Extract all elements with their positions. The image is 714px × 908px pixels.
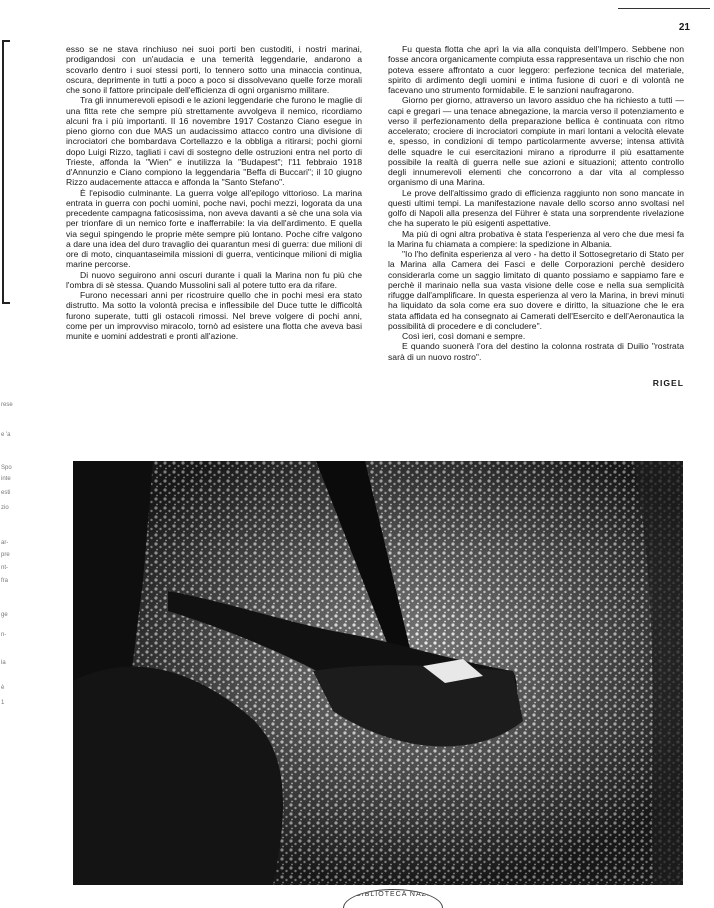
margin-fragment: e 'a [1,432,11,438]
photo-illustration [73,461,683,885]
paragraph: "Io l'ho definita esperienza al vero - ha detto il Sottosegretario di Stato per la Marina alla Camera dei Fasci e delle Corporazioni perchè desidero considerarla come un saggio limitato di quanto possiamo e sappiamo fare e perchè il marinaio nella sua vasta visione delle cose e nella sua semplicità rifugge dall'amplificare. In questa esperienza al vero la Marina, in brevi minuti ha liquidato da sola come era suo dovere e diritto, la situazione che le era stata affidata ed ha consegnato ai Camerati dell'Esercito e dell'Aeronautica la possibilità di procedere e di concludere". [388,249,684,331]
paragraph: Giorno per giorno, attraverso un lavoro assiduo che ha richiesto a tutti — capi e gregari — una tenace abnegazione, la marcia verso il potenziamento e verso il perfezionamento della preparazione bellica è continuata con ritmo accelerato; crociere di incrociatori compiute in mari lontani a velocità elevate e, spesso, in condizioni di tempo particolarmente avverse; intensa attività delle squadre le cui esercitazioni mirano a riprodurre il più esattamente possibile la realtà di guerra nelle sue azioni e situazioni; attento controllo degli innumerevoli elementi che concorrono a dar vita al complesso organismo di una Marina. [388,95,684,188]
paragraph: Le prove dell'altissimo grado di efficienza raggiunto non sono mancate in questi ultimi tempi. La manifestazione navale dello scorso anno svoltasi nel golfo di Napoli alla presenza del Führer è stata una sorprendente rivelazione che ha superato le più esigenti aspettative. [388,187,684,229]
margin-fragment: Spo [1,465,12,471]
margin-fragments [0,300,14,720]
margin-fragment: ar- [1,540,9,546]
margin-fragment: esti [1,490,11,496]
margin-fragment: inte [1,476,11,482]
top-rule [618,8,710,9]
paragraph: Fu questa flotta che aprì la via alla conquista dell'Impero. Sebbene non fosse ancora organicamente compiuta essa rappresentava un rischio che non poteva essere affrontato a cuor leggero: perfezione tecnica del materiale, spirito di ardimento degli uomini e intima fusione di cuori e di volontà ne facevano uno strumento formidabile. E le sanzioni naufragarono. [388,44,684,95]
author-signature: RIGEL [652,377,684,388]
paragraph: Così ieri, così domani e sempre. [402,331,526,341]
margin-fragment: rese [1,402,13,408]
paragraph: esso se ne stava rinchiuso nei suoi porti ben custoditi, i nostri marinai, prodigandosi con un'audacia e una temerità leggendarie, andarono a scovarlo dentro i suoi stessi porti, lo tennero sotto una minaccia continua, oscura, deprimente in tutti a poco a poco si dissolvevano quelle forze morali che sono il fattore principale dell'efficienza di ogni organismo militare. [66,44,362,95]
margin-fragment: è [1,685,5,691]
margin-fragment: pre [1,552,10,558]
paragraph: E quando suonerà l'ora del destino la colonna rostrata di Duilio "rostrata sarà di un nuovo rostro". [388,341,684,362]
paragraph: È l'episodio culminante. La guerra volge all'epilogo vittorioso. La marina entrata in guerra con pochi uomini, poche navi, pochi mezzi, logorata da una precedente campagna faticosissima, non aveva davanti a sè che una sola via per trionfare di un nemico forte e inafferrabile: la via dell'ardimento. E quella via seguì spingendo le proprie mète sempre più lontano. Poche cifre valgono a dare una idea del duro travaglio dei quarantun mesi di guerra: due milioni di ore di moto, cinquantaseimila missioni di guerra, venticinque milioni di miglia marine percorse. [66,187,362,270]
margin-fragment: nt- [1,565,9,571]
margin-fragment: n- [1,632,7,638]
paragraph: Di nuovo seguirono anni oscuri durante i quali la Marina non fu più che l'ombra di sè stessa. Quando Mussolini salì al potere tutto era da rifare. [66,269,362,290]
article-body [66,44,686,414]
right-column [388,44,684,388]
page-number: 21 [678,22,690,33]
paragraph: Ma più di ogni altra probativa è stata l'esperienza al vero che due mesi fa la Marina fu chiamata a compiere: la spedizione in Albania. [388,228,684,249]
margin-fragment: fra [1,578,9,584]
ship-bow-photo [73,461,683,885]
library-stamp: BIBLIOTECA NAZ. [343,889,443,908]
paragraph: Tra gli innumerevoli episodi e le azioni leggendarie che furono le maglie di una fitta rete che sempre più strettamente avvolgeva il nemico, ricordiamo alcuni fra i più importanti. Il 16 novembre 1917 Costanzo Ciano esegue in pieno giorno con due MAS un audacissimo attacco contro una divisione di incrociatori che bombardava Cortellazzo e la obbliga a ritirarsi; pochi giorni dopo Luigi Rizzo, tagliati i cavi di sostegno delle ostruzioni entra nel porto di Trieste, affonda la "Wien" e inutilizza la "Budapest"; l'11 febbraio 1918 d'Annunzio e Ciano compiono la leggendaria "Beffa di Buccari"; il 10 giugno Rizzo audacemente attacca e affonda la "Santo Stefano". [66,95,362,188]
left-column [66,44,362,341]
left-page-border [2,40,10,304]
margin-fragment: la [1,660,6,666]
margin-fragment: zio [1,505,9,511]
margin-fragment: 1 [1,700,5,706]
paragraph: Furono necessari anni per ricostruire quello che in pochi mesi era stato distrutto. Ma sotto la volontà precisa e inflessibile del Duce tutte le difficoltà furono superate, tutti gli ostacoli rimossi. Nel breve volgere di pochi anni, come per un improvviso miracolo, tornò ad esistere una flotta che aveva basi munite e uomini addestrati e pronti all'azione. [66,290,362,341]
margin-fragment: ge [1,612,8,618]
